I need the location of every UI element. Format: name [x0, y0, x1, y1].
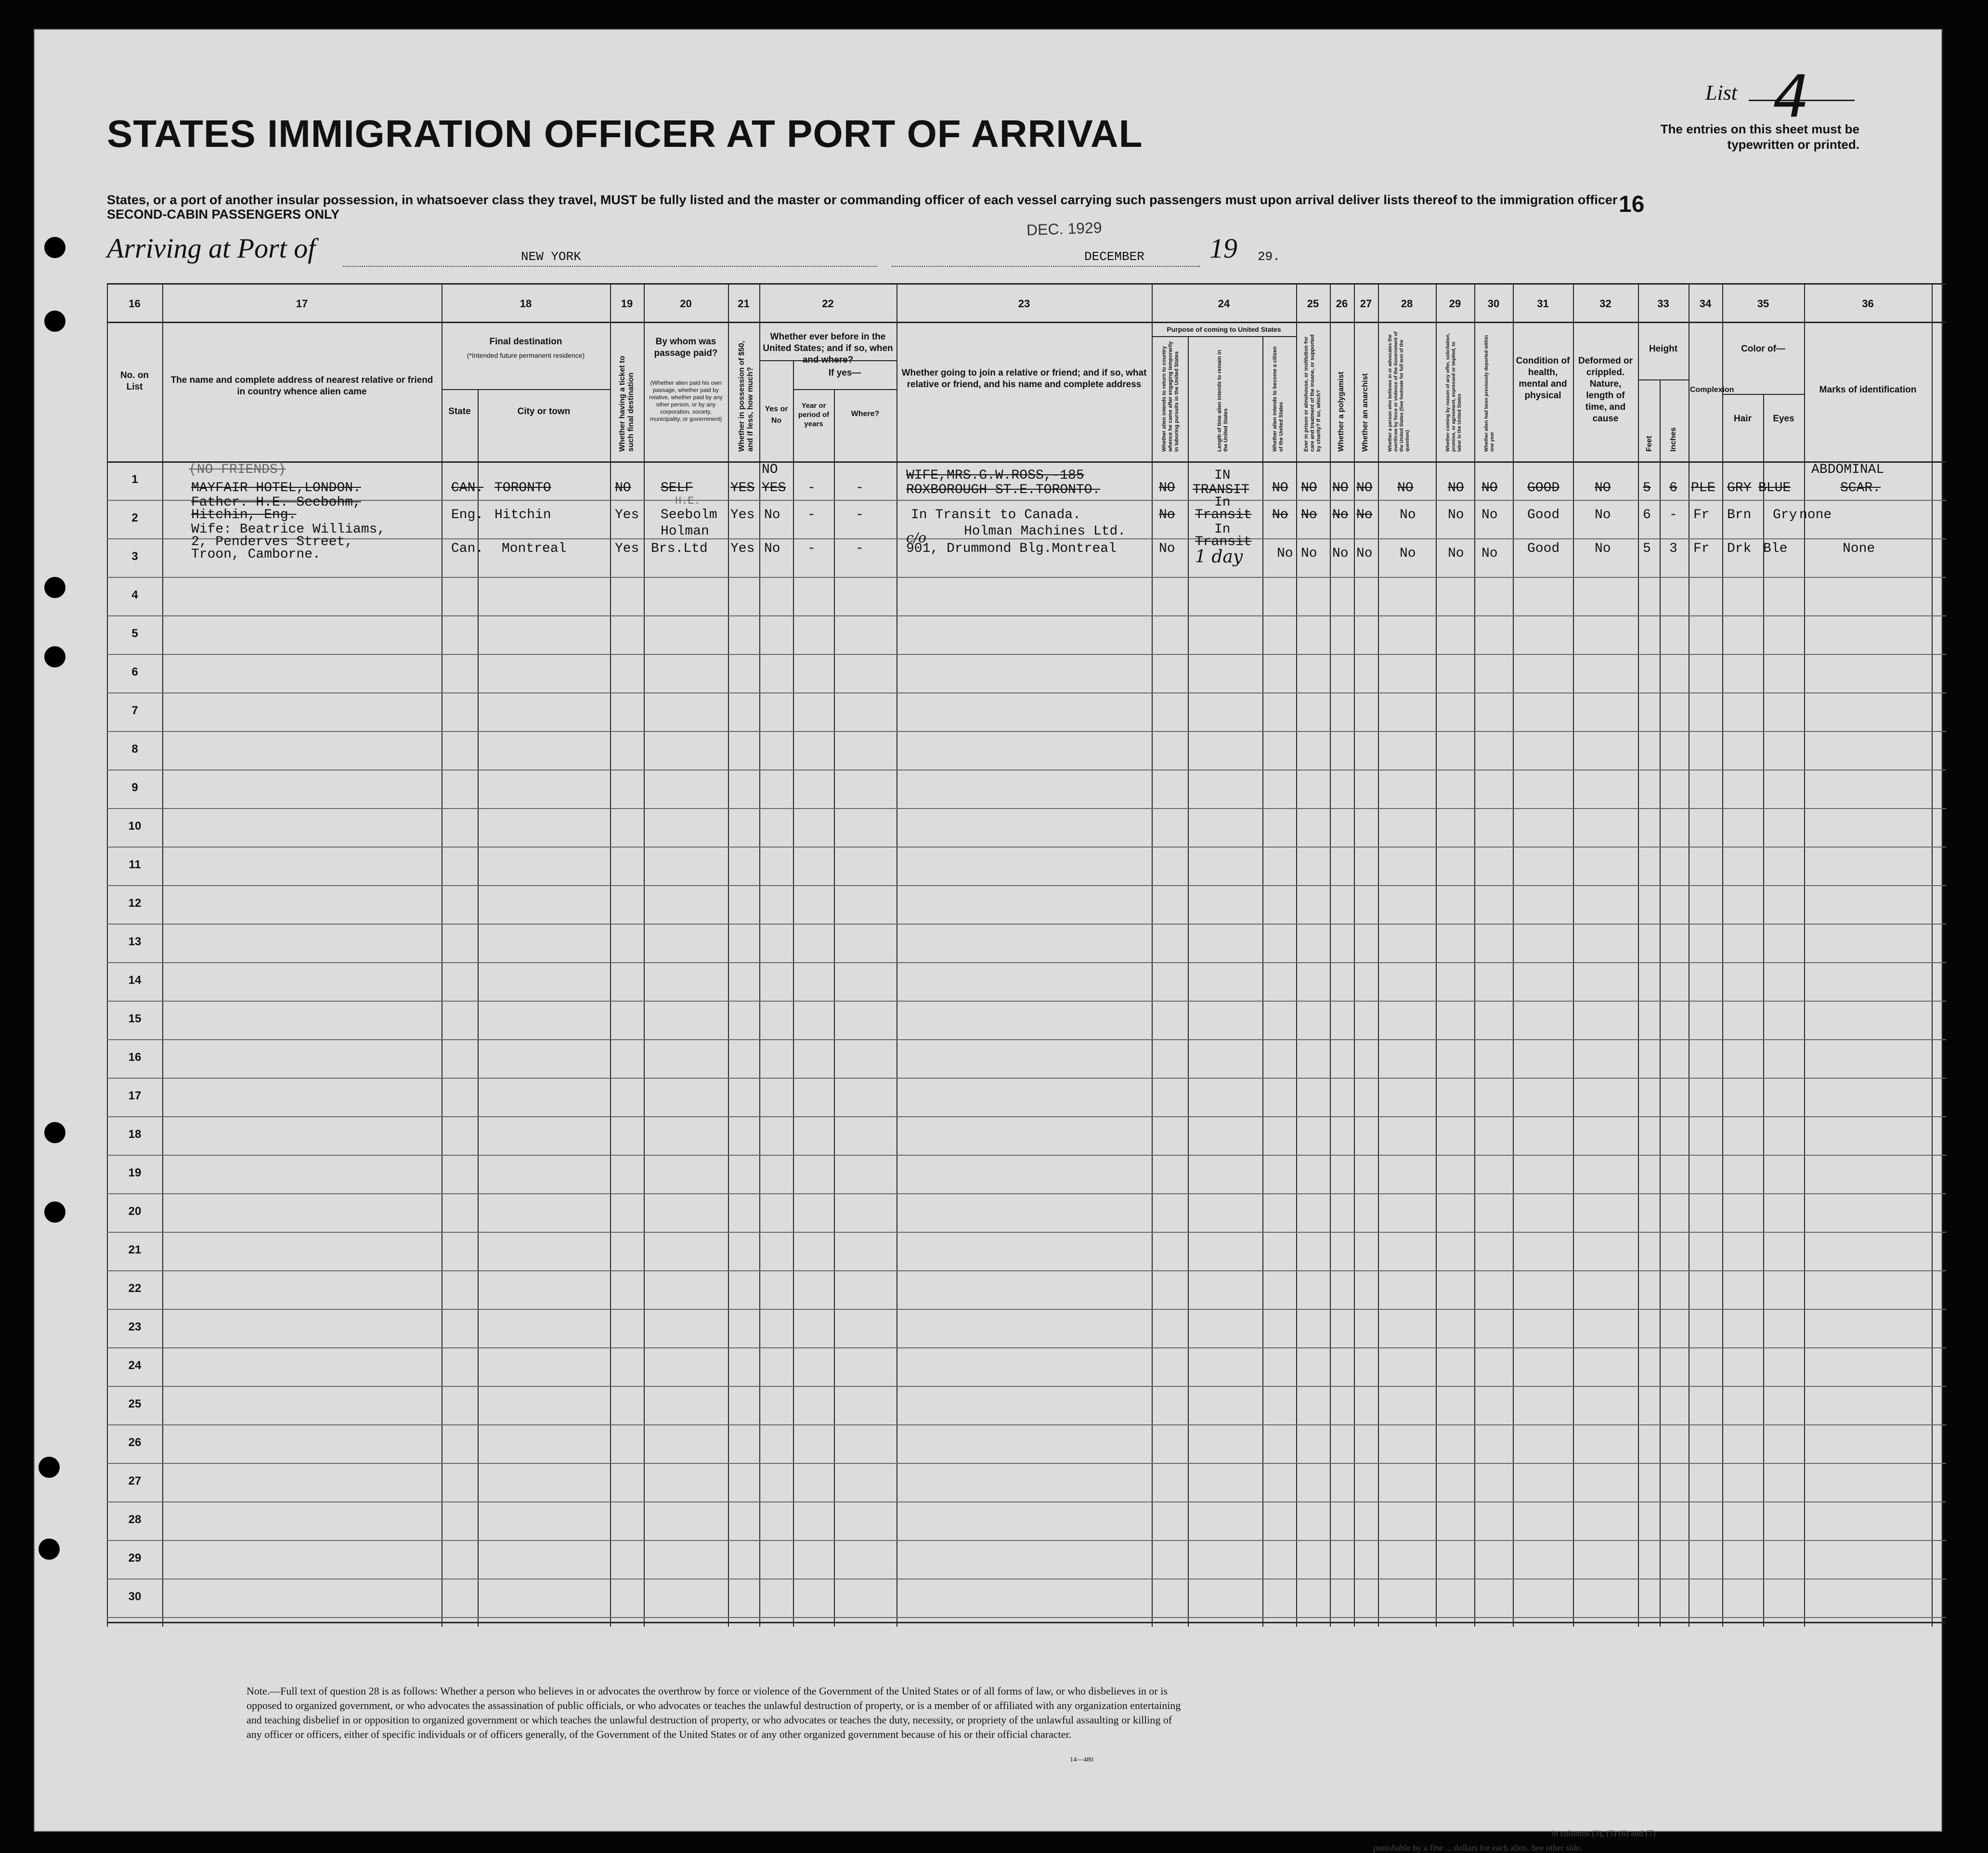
month-value: DECEMBER [1084, 249, 1144, 264]
row-number: 24 [128, 1359, 142, 1372]
row2-q30: No [1481, 508, 1498, 522]
header-divider [442, 389, 610, 390]
row-rule [107, 692, 1946, 693]
header-q29: Whether coming by reason of any offer, solicitation, promise, or agreement, expressed or implied, to labor in the United States [1445, 333, 1462, 452]
row-number: 11 [129, 858, 141, 871]
col-line [1262, 336, 1263, 1627]
row3-purpose-return: No [1159, 541, 1175, 556]
row3-marks: None [1843, 541, 1875, 556]
header-purpose-citizen: Whether alien intends to become a citizen of the United States [1272, 346, 1284, 452]
col-line [1660, 379, 1661, 1627]
entries-note: The entries on this sheet must be typewritten or printed. [1660, 122, 1859, 152]
form-number: 14—480 [1070, 1756, 1093, 1763]
row2-eyes: Gry [1773, 508, 1797, 522]
row1-year: - [807, 481, 816, 496]
row2-q28: No [1400, 508, 1416, 522]
col-number-21: 21 [738, 298, 750, 310]
row1-marks2: SCAR. [1840, 481, 1881, 496]
row2-ticket: Yes [615, 508, 639, 522]
row1-state: CAN. [451, 481, 484, 496]
binder-hole [44, 1201, 65, 1223]
row-number: 6 [131, 666, 138, 679]
form-title: STATES IMMIGRATION OFFICER AT PORT OF ARRIVAL [107, 112, 1143, 155]
row2-health: Good [1527, 508, 1560, 522]
row1-purpose-length2: TRANSIT [1193, 483, 1249, 497]
binder-hole [39, 1457, 60, 1478]
row-rule [107, 615, 1946, 616]
header-purpose: Purpose of coming to United States [1167, 326, 1281, 333]
sheet-number: 16 [1619, 192, 1645, 217]
header-final-destination-note: (*Intended future permanent residence) [467, 352, 585, 359]
header-passage-paid: By whom was passage paid? [654, 337, 718, 358]
bottom-note: punishable by a fine ... dollars for each alien. See other side. [1373, 1843, 1582, 1853]
col-number-20: 20 [680, 298, 692, 310]
row2-hair: Brn [1727, 508, 1752, 522]
header-divider [1152, 336, 1296, 337]
header-bottom-rule [107, 461, 1946, 463]
row-number: 26 [128, 1436, 142, 1449]
row-rule [107, 1116, 1946, 1117]
header-inches: Inches [1669, 427, 1677, 452]
row-rule [107, 924, 1946, 925]
header-state: State [448, 406, 471, 417]
row3-eyes: Ble [1763, 541, 1788, 556]
header-divider [759, 360, 897, 361]
table-bottom-rule [107, 1622, 1946, 1623]
row-number: 22 [128, 1282, 142, 1295]
row-number: 28 [128, 1513, 142, 1526]
row1-q29: NO [1448, 481, 1464, 496]
row1-inches: 6 [1669, 481, 1677, 496]
row-number: 23 [128, 1320, 142, 1333]
row3-hair: Drk [1727, 541, 1752, 556]
header-passage-paid-note: (Whether alien paid his own passage, whether paid by relative, whether paid by any other person, or by any corporation, society, municipality, or government) [649, 379, 723, 422]
row-rule [107, 1078, 1946, 1079]
row2-purpose-citizen: No [1272, 508, 1288, 522]
row1-polygamist: NO [1332, 481, 1349, 496]
col-number-25: 25 [1307, 298, 1319, 310]
row1-possession: YES [730, 481, 755, 496]
col-number-36: 36 [1862, 298, 1874, 310]
row-number: 20 [128, 1205, 142, 1218]
row3-before: No [764, 541, 780, 556]
manifest-table [107, 283, 1946, 1622]
row-number: 29 [128, 1552, 142, 1565]
col-number-17: 17 [296, 298, 308, 310]
row2-before: No [764, 508, 780, 522]
row2-paid: Seebolm [661, 508, 717, 522]
row-number: 3 [131, 550, 138, 563]
row1-joining: WIFE,MRS.G.W.ROSS,-185 [906, 468, 1084, 483]
row1-anarchist: NO [1356, 481, 1373, 496]
row2-prison: No [1301, 508, 1317, 522]
row-number: 12 [128, 897, 142, 910]
col-line [478, 389, 479, 1627]
header-purpose-return: Whether alien intends to return to country whence he came after engaging temporarily in laboring pursuits in the United States [1161, 341, 1180, 452]
row-number: 4 [131, 588, 138, 601]
row-rule [107, 500, 1946, 501]
header-divider [1638, 379, 1689, 380]
bottom-note-2: in columns (3), (5) (6) and (7) [1551, 1828, 1656, 1838]
col-number-28: 28 [1401, 298, 1413, 310]
row-rule [107, 654, 1946, 655]
header-yes-no: Yes or No [765, 405, 788, 425]
col-number-22: 22 [822, 298, 834, 310]
row3-joining-top: c/o [906, 530, 926, 546]
row3-inches: 3 [1669, 541, 1677, 556]
row-rule [107, 808, 1946, 809]
row3-purpose-length: In [1214, 522, 1231, 537]
row-rule [107, 1386, 1946, 1387]
row3-city: Montreal [502, 541, 567, 556]
row2-paid-top: H.E. [675, 495, 701, 507]
row3-paid-top: Holman [661, 524, 709, 539]
month-line [892, 266, 1200, 267]
col-number-18: 18 [520, 298, 532, 310]
table-top-rule [107, 283, 1946, 285]
row2-city: Hitchin [494, 508, 551, 522]
col-number-23: 23 [1018, 298, 1030, 310]
row3-anarchist: No [1356, 546, 1373, 561]
col-number-27: 27 [1360, 298, 1372, 310]
year-suffix: 29. [1258, 249, 1280, 264]
row1-feet: 5 [1643, 481, 1651, 496]
header-purpose-length: Length of time alien intends to remain in the United States [1217, 350, 1229, 452]
row2-marks: none [1799, 508, 1832, 522]
row2-state: Eng. [451, 508, 484, 522]
row2-feet: 6 [1643, 508, 1651, 522]
row3-health: Good [1527, 541, 1560, 556]
row-rule [107, 1193, 1946, 1194]
row3-deformed: No [1595, 541, 1611, 556]
row2-purpose-length: In [1214, 495, 1231, 510]
header-before-in-us: Whether ever before in the United States; and if so, when and where? [763, 332, 893, 365]
manifest-sheet [34, 29, 1942, 1853]
header-prison: Ever in prison or almshouse, or institution for care and treatment of the insane, or supported by charity? If so, which? [1303, 334, 1322, 452]
row1-health: GOOD [1527, 481, 1560, 496]
row3-q28: No [1400, 546, 1416, 561]
row1-where: - [856, 481, 864, 496]
col-line [1188, 336, 1189, 1627]
row1-joining2: ROXBOROUGH ST.E.TORONTO. [906, 483, 1101, 497]
row3-state: Can. [451, 541, 484, 556]
row-number: 9 [131, 781, 138, 794]
col-line [793, 360, 794, 1627]
header-polygamist: Whether a polygamist [1337, 371, 1345, 452]
row1-city: TORONTO [494, 481, 551, 496]
row-rule [107, 1501, 1946, 1502]
row-rule [107, 1001, 1946, 1002]
instruction-text: States, or a port of another insular possession, in whatsoever class they travel, MUST be fully listed and the master or commanding officer of each vessel carrying such passengers must upon arrival deliver lists thereof to the immigration officer [107, 193, 1618, 207]
row3-year: - [807, 541, 816, 556]
row1-before: YES [762, 481, 786, 496]
row-rule [107, 731, 1946, 732]
header-eyes: Eyes [1773, 414, 1794, 424]
year-prefix: 19 [1209, 233, 1237, 264]
header-feet: Feet [1645, 436, 1653, 452]
row2-joining: In Transit to Canada. [911, 508, 1081, 522]
port-line [343, 266, 877, 267]
row3-q30: No [1481, 546, 1498, 561]
col-number-34: 34 [1699, 298, 1712, 310]
row1-q30: NO [1481, 481, 1498, 496]
header-divider [1722, 394, 1804, 395]
header-city: City or town [517, 406, 571, 417]
row2-possession: Yes [730, 508, 755, 522]
row3-complexion: Fr [1693, 541, 1710, 556]
binder-hole [39, 1539, 60, 1560]
row-number: 8 [131, 743, 138, 756]
row3-ticket: Yes [615, 541, 639, 556]
binder-hole [44, 237, 65, 258]
row3-q29: No [1448, 546, 1464, 561]
header-hair: Hair [1734, 414, 1752, 424]
header-q28: Whether a person who believes in or advocates the overthrow by force or violence of the Government of the United States (See footnote for full text of the question) [1388, 331, 1410, 452]
row3-paid: Brs.Ltd [651, 541, 708, 556]
row3-relative: Wife: Beatrice Williams, [191, 522, 386, 537]
row2-polygamist: No [1332, 508, 1349, 522]
row-rule [107, 1270, 1946, 1271]
header-height: Height [1649, 344, 1678, 354]
col-line [1763, 394, 1764, 1627]
row1-paid: SELF [661, 481, 693, 496]
row1-purpose-return: NO [1159, 481, 1175, 496]
row-rule [107, 1347, 1946, 1348]
row-number: 13 [128, 935, 142, 948]
row-number: 10 [128, 820, 142, 833]
row2-deformed: No [1595, 508, 1611, 522]
row1-prison: NO [1301, 481, 1317, 496]
row-number: 16 [128, 1051, 142, 1064]
header-ticket: Whether having a ticket to such final destination [618, 355, 635, 452]
col-number-29: 29 [1449, 298, 1461, 310]
row-number: 5 [131, 627, 138, 640]
row2-where: - [856, 508, 864, 522]
row-rule [107, 885, 1946, 886]
binder-hole [44, 646, 65, 667]
row-number: 19 [128, 1166, 142, 1179]
header-nearest-relative: The name and complete address of nearest relative or friend in country whence alien came [170, 375, 433, 397]
col-line [834, 389, 835, 1627]
row3-joining2: 901, Drummond Blg.Montreal [906, 541, 1117, 556]
header-anarchist: Whether an anarchist [1361, 373, 1369, 452]
row-number: 1 [131, 473, 138, 486]
header-q30: Whether alien had been previously deported within one year [1484, 335, 1495, 452]
col-number-31: 31 [1537, 298, 1549, 310]
header-complexion: Complexion [1690, 386, 1734, 394]
row-number: 27 [128, 1475, 142, 1488]
row-rule [107, 847, 1946, 848]
row2-q29: No [1448, 508, 1464, 522]
row1-ticket: NO [615, 481, 631, 496]
row1-marks: ABDOMINAL [1811, 462, 1884, 477]
list-number: 4 [1773, 64, 1810, 130]
row1-eyes: BLUE [1758, 481, 1791, 496]
row-rule [107, 577, 1946, 578]
cabin-class-label: SECOND-CABIN PASSENGERS ONLY [107, 207, 340, 222]
row2-relative2: Hitchin, Eng. [191, 508, 297, 522]
header-year-period: Year or period of years [798, 402, 830, 428]
row1-relative: MAYFAIR HOTEL,LONDON. [191, 481, 361, 496]
col-number-19: 19 [621, 298, 633, 310]
row-rule [107, 1039, 1946, 1040]
header-if-yes: If yes— [828, 368, 861, 378]
row3-possession: Yes [730, 541, 755, 556]
row1-hair: GRY [1727, 481, 1752, 496]
row-number: 15 [128, 1012, 142, 1025]
list-label: List [1705, 81, 1738, 104]
binder-hole [44, 577, 65, 598]
header-health: Condition of health, mental and physical [1516, 356, 1570, 401]
header-where: Where? [851, 410, 880, 418]
row-number: 14 [128, 974, 142, 987]
row3-purpose-length3: 1 day [1195, 547, 1243, 567]
col-number-32: 32 [1599, 298, 1611, 310]
question-28-footnote: Note.—Full text of question 28 is as follows: Whether a person who believes in or advocates the overthrow by force or violence of the Government of the United States or of all forms of law, or who disbelieves in or is opposed to organized government, or who advocates the assassination of public officials, or who advocates or teaches the unlawful destruction of property, or is a member of or affiliated with any organization entertaining and teaching disbelief in or opposition to organized government or which teaches the unlawful destruction of property, or who advocates or teaches the duty, necessity, or propriety of the unlawful assaulting or killing of any officer or officers, either of specific individuals or of officers generally, of the Government of the United States or of any other organized government because of his or their official character. [247, 1685, 1181, 1740]
row1-before-top: NO [762, 462, 778, 477]
row2-year: - [807, 508, 816, 522]
row1-q28: NO [1397, 481, 1414, 496]
row3-relative2: 2, Penderves Street, [191, 535, 353, 549]
row2-purpose-return: No [1159, 508, 1175, 522]
row-rule [107, 1424, 1946, 1425]
date-stamp: DEC. 1929 [1026, 219, 1103, 239]
header-deformed: Deformed or crippled. Nature, length of time, and cause [1578, 356, 1633, 424]
row1-purpose-citizen: NO [1272, 481, 1288, 496]
row1-deformed: NO [1595, 481, 1611, 496]
col-number-24: 24 [1218, 298, 1230, 310]
row3-purpose-citizen: No [1277, 546, 1293, 561]
row-rule [107, 1232, 1946, 1233]
row1-complexion: PLE [1691, 481, 1715, 496]
row-rule [107, 962, 1946, 963]
binder-hole [44, 311, 65, 332]
header-final-destination: Final destination [489, 337, 562, 347]
row-number: 30 [128, 1590, 142, 1603]
row2-complexion: Fr [1693, 508, 1710, 522]
row3-relative3: Troon, Camborne. [191, 547, 321, 562]
row3-prison: No [1301, 546, 1317, 561]
row3-polygamist: No [1332, 546, 1349, 561]
arriving-label: Arriving at Port of [107, 233, 316, 264]
header-no-on-list: No. on List [120, 370, 149, 392]
row-rule [107, 1155, 1946, 1156]
col-number-33: 33 [1657, 298, 1669, 310]
row3-where: - [856, 541, 864, 556]
column-number-rule [107, 322, 1946, 323]
row3-purpose-length2: Transit [1195, 535, 1252, 549]
row-number: 7 [131, 704, 138, 717]
binder-hole [44, 1122, 65, 1143]
row1-relative-note: (NO FRIENDS) [189, 462, 286, 477]
header-possession-50: Whether in possession of $50, and if less, how much? [738, 340, 754, 452]
row-rule [107, 1617, 1946, 1618]
row2-inches: - [1669, 508, 1677, 522]
row2-purpose-length2: Transit [1195, 508, 1252, 522]
col-number-30: 30 [1487, 298, 1500, 310]
header-color-of: Color of— [1741, 344, 1785, 354]
row2-anarchist: No [1356, 508, 1373, 522]
row-number: 18 [128, 1128, 142, 1141]
row-number: 2 [131, 511, 138, 524]
row-number: 21 [128, 1243, 142, 1256]
col-number-16: 16 [129, 298, 141, 310]
col-number-35: 35 [1757, 298, 1769, 310]
row-number: 17 [128, 1089, 142, 1102]
row1-purpose-length: IN [1214, 468, 1231, 483]
row-rule [107, 1540, 1946, 1541]
port-value: NEW YORK [521, 249, 581, 264]
header-divider [793, 389, 897, 390]
row-number: 25 [128, 1397, 142, 1410]
row2-relative: Father. H.E. Seebohm, [191, 495, 361, 510]
row-rule [107, 1309, 1946, 1310]
header-joining: Whether going to join a relative or friend; and if so, what relative or friend, and his name and complete address [901, 368, 1147, 390]
row3-joining: Holman Machines Ltd. [964, 524, 1126, 539]
row-rule [107, 1463, 1946, 1464]
col-number-26: 26 [1336, 298, 1348, 310]
header-marks: Marks of identification [1819, 385, 1917, 395]
row3-feet: 5 [1643, 541, 1651, 556]
